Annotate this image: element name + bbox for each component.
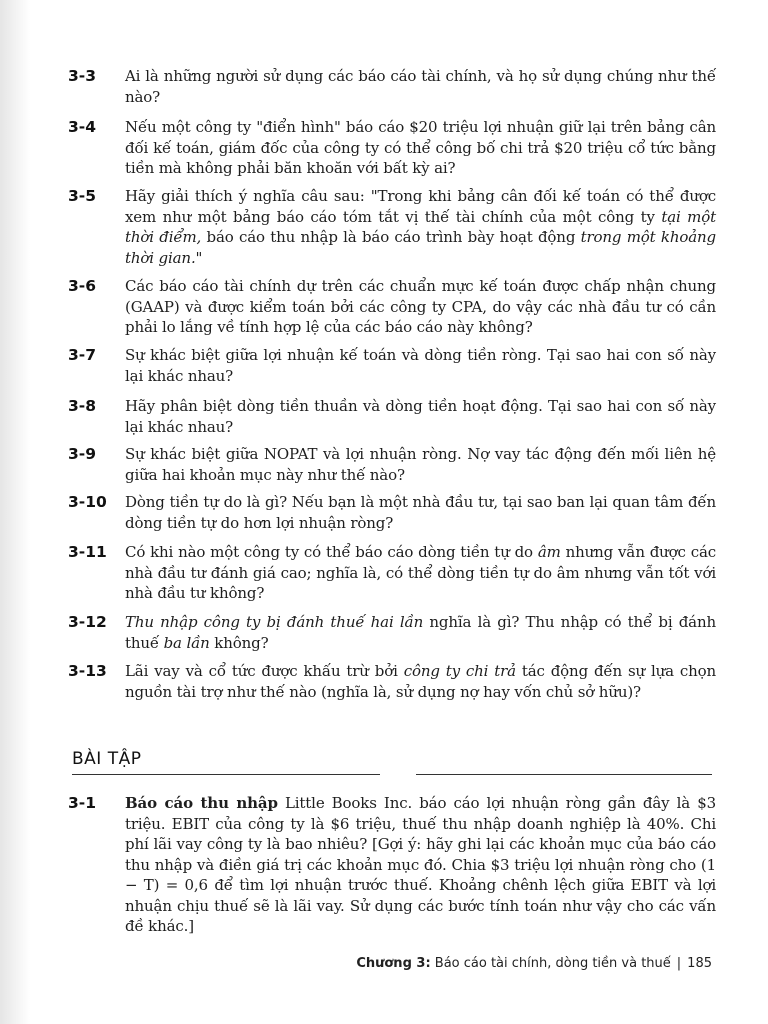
section-rule-left xyxy=(72,774,380,775)
text-run: Hãy giải thích ý nghĩa câu sau: "Trong khi bảng cân đối kế toán có thể được xem như một bảng báo cáo tóm tắt vị thế tài chính của một công ty xyxy=(125,187,716,226)
question-number: 3-7 xyxy=(68,346,97,364)
problem-text xyxy=(125,793,716,937)
italic-run: âm xyxy=(537,543,561,561)
question-number: 3-5 xyxy=(68,187,97,205)
question-3-6 xyxy=(68,276,716,338)
question-3-5 xyxy=(68,186,716,268)
italic-run: trong một khoảng thời gian." xyxy=(125,228,716,267)
scan-edge-shadow xyxy=(0,0,30,1024)
question-number: 3-9 xyxy=(68,445,97,463)
question-number: 3-10 xyxy=(68,493,107,511)
italic-run: ba lần xyxy=(163,633,210,652)
question-text xyxy=(125,186,716,268)
text-run: nghĩa là gì? Thu nhập có thể bị đánh thuế xyxy=(125,613,716,652)
question-3-9 xyxy=(68,444,716,485)
question-text xyxy=(125,661,716,702)
text-run: Little Books Inc. báo cáo lợi nhuận ròng gần đây là $3 triệu. EBIT của công ty là $6 triệu, thuế thu nhập doanh nghiệp là 40%. Chi phí lãi vay công ty là bao nhiêu? [Gợi ý: hãy ghi lại các khoản mục của báo cáo thu nhập và điền giá trị các khoản mục đó. Chia $3 triệu lợi nhuận ròng cho (1 − T) = 0,6 để tìm lợi nhuận trước thuế. Khoảng chênh lệch giữa EBIT và lợi nhuận chịu thuế sẽ là lãi vay. Sử dụng các bước tính toán như vậy cho các vấn đề khác.] xyxy=(125,794,716,935)
italic-run: công ty chi trả xyxy=(403,662,516,680)
question-number: 3-6 xyxy=(68,277,97,295)
question-3-4 xyxy=(68,117,716,179)
question-3-13 xyxy=(68,661,716,702)
italic-run: Thu nhập công ty bị đánh thuế hai lần xyxy=(125,613,424,631)
question-3-10 xyxy=(68,492,716,533)
question-3-3 xyxy=(68,66,716,107)
question-text: Ai là những người sử dụng các báo cáo tài chính, và họ sử dụng chúng như thế nào? xyxy=(125,67,716,106)
italic-run: tại một thời điểm, xyxy=(125,207,716,246)
problem-title: Báo cáo thu nhập xyxy=(125,794,278,812)
question-text xyxy=(125,612,716,653)
problem-number: 3-1 xyxy=(68,794,97,812)
question-text: Các báo cáo tài chính dự trên các chuẩn mực kế toán được chấp nhận chung (GAAP) và được kiểm toán bởi các công ty CPA, do vậy các nhà đầu tư có cần phải lo lắng về tính hợp lệ của các báo cáo này không? xyxy=(125,277,716,336)
question-number: 3-13 xyxy=(68,662,107,680)
text-run: Lãi vay và cổ tức được khấu trừ bởi xyxy=(125,662,404,680)
footer-title: Báo cáo tài chính, dòng tiền và thuế xyxy=(434,956,671,971)
question-text: Sự khác biệt giữa lợi nhuận kế toán và dòng tiền ròng. Tại sao hai con số này lại khác nhau? xyxy=(125,346,716,385)
question-number: 3-12 xyxy=(68,613,107,631)
question-number: 3-4 xyxy=(68,118,97,136)
footer-chapter: Chương 3: xyxy=(356,956,431,971)
question-text: Hãy phân biệt dòng tiền thuần và dòng tiền hoạt động. Tại sao hai con số này lại khác nhau? xyxy=(125,397,716,436)
page-number: 185 xyxy=(687,956,712,971)
question-3-8 xyxy=(68,396,716,437)
text-run: báo cáo thu nhập là báo cáo trình bày hoạt động xyxy=(201,228,581,246)
footer-separator: | xyxy=(676,956,682,971)
question-text xyxy=(125,542,716,604)
question-number: 3-11 xyxy=(68,543,107,561)
question-number: 3-8 xyxy=(68,397,97,415)
question-text: Sự khác biệt giữa NOPAT và lợi nhuận ròng. Nợ vay tác động đến mối liên hệ giữa hai khoản mục này như thế nào? xyxy=(125,445,716,484)
text-run: Có khi nào một công ty có thể báo cáo dòng tiền tự do xyxy=(125,543,538,561)
section-rule-right xyxy=(416,774,712,775)
section-title: BÀI TẬP xyxy=(72,749,142,769)
question-text: Nếu một công ty "điển hình" báo cáo $20 triệu lợi nhuận giữ lại trên bảng cân đối kế toán, giám đốc của công ty có thể công bố chi trả $20 triệu cổ tức bằng tiền mà không phải băn khoăn với bất kỳ ai? xyxy=(125,118,716,177)
page-footer xyxy=(356,956,712,971)
question-3-11 xyxy=(68,542,716,604)
text-run: nhưng vẫn được các nhà đầu tư đánh giá cao; nghĩa là, có thể dòng tiền tự do âm nhưng vẫn tốt với nhà đầu tư không? xyxy=(125,543,716,602)
text-run: không? xyxy=(209,633,269,652)
question-3-12 xyxy=(68,612,716,653)
question-number: 3-3 xyxy=(68,67,97,85)
problem-3-1 xyxy=(68,793,716,937)
text-run: tác động đến sự lựa chọn nguồn tài trợ như thế nào (nghĩa là, sử dụng nợ hay vốn chủ sở hữu)? xyxy=(125,662,716,701)
question-text: Dòng tiền tự do là gì? Nếu bạn là một nhà đầu tư, tại sao ban lại quan tâm đến dòng tiền tự do hơn lợi nhuận ròng? xyxy=(125,493,716,532)
question-3-7 xyxy=(68,345,716,386)
